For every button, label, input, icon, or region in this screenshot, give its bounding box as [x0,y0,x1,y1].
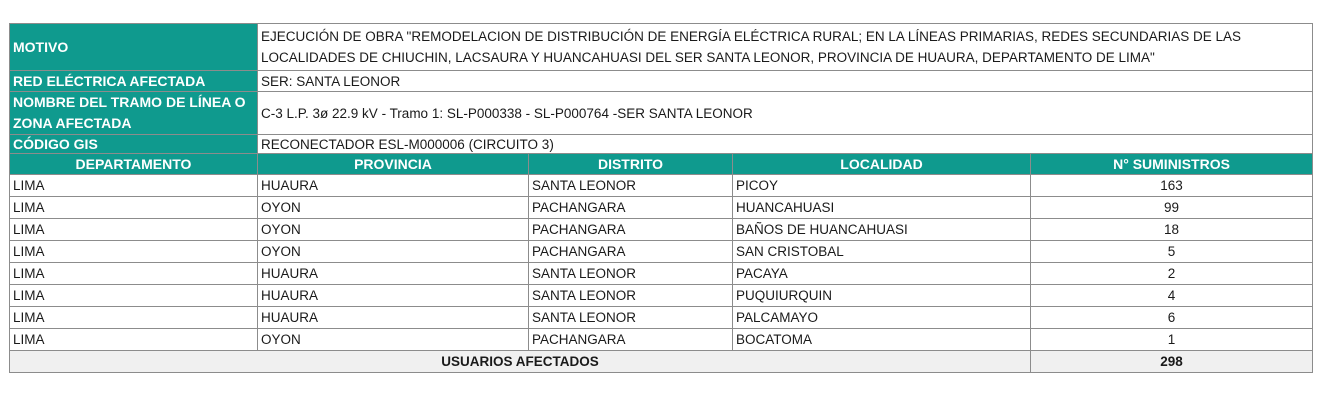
cell-provincia: OYON [258,241,529,263]
red-electrica-label: RED ELÉCTRICA AFECTADA [10,71,258,92]
cell-localidad: BOCATOMA [733,329,1031,351]
cell-suministros: 6 [1031,307,1313,329]
cell-distrito: PACHANGARA [529,219,733,241]
header-suministros: N° SUMINISTROS [1031,154,1313,175]
cell-departamento: LIMA [10,329,258,351]
cell-provincia: OYON [258,219,529,241]
table-row [10,307,1313,329]
cell-suministros: 18 [1031,219,1313,241]
table-row [10,285,1313,307]
cell-localidad: PALCAMAYO [733,307,1031,329]
cell-localidad: SAN CRISTOBAL [733,241,1031,263]
total-label: USUARIOS AFECTADOS [10,351,1031,373]
cell-provincia: HUAURA [258,175,529,197]
table-row [10,329,1313,351]
tramo-label: NOMBRE DEL TRAMO DE LÍNEA O ZONA AFECTADA [10,92,258,135]
cell-localidad: BAÑOS DE HUANCAHUASI [733,219,1031,241]
cell-departamento: LIMA [10,175,258,197]
tramo-value: C-3 L.P. 3ø 22.9 kV - Tramo 1: SL-P000338 - SL-P000764 -SER SANTA LEONOR [258,92,1313,135]
header-distrito: DISTRITO [529,154,733,175]
outage-report-sheet [9,23,1312,373]
cell-provincia: HUAURA [258,285,529,307]
cell-provincia: HUAURA [258,307,529,329]
outage-table [9,23,1313,373]
cell-localidad: PUQUIURQUIN [733,285,1031,307]
cell-departamento: LIMA [10,307,258,329]
motivo-label: MOTIVO [10,24,258,71]
cell-suministros: 1 [1031,329,1313,351]
cell-suministros: 5 [1031,241,1313,263]
cell-departamento: LIMA [10,285,258,307]
cell-departamento: LIMA [10,241,258,263]
motivo-value: EJECUCIÓN DE OBRA "REMODELACION DE DISTRIBUCIÓN DE ENERGÍA ELÉCTRICA RURAL; EN LA LÍNEAS PRIMARIAS, REDES SECUNDARIAS DE LAS LOCALIDADES DE CHIUCHIN, LACSAURA Y HUANCAHUASI DEL SER SANTA LEONOR, PROVINCIA DE HUAURA, DEPARTAMENTO DE LIMA" [258,24,1313,71]
header-provincia: PROVINCIA [258,154,529,175]
codigo-gis-value: RECONECTADOR ESL-M000006 (CIRCUITO 3) [258,135,1313,154]
cell-suministros: 2 [1031,263,1313,285]
red-electrica-value: SER: SANTA LEONOR [258,71,1313,92]
cell-departamento: LIMA [10,197,258,219]
table-row [10,197,1313,219]
cell-distrito: PACHANGARA [529,241,733,263]
cell-suministros: 163 [1031,175,1313,197]
total-row [10,351,1313,373]
header-departamento: DEPARTAMENTO [10,154,258,175]
cell-distrito: PACHANGARA [529,329,733,351]
cell-distrito: SANTA LEONOR [529,307,733,329]
cell-departamento: LIMA [10,219,258,241]
codigo-gis-label: CÓDIGO GIS [10,135,258,154]
cell-localidad: PACAYA [733,263,1031,285]
column-header-row [10,154,1313,175]
cell-distrito: SANTA LEONOR [529,263,733,285]
cell-suministros: 4 [1031,285,1313,307]
cell-distrito: SANTA LEONOR [529,285,733,307]
cell-localidad: HUANCAHUASI [733,197,1031,219]
cell-departamento: LIMA [10,263,258,285]
header-localidad: LOCALIDAD [733,154,1031,175]
cell-localidad: PICOY [733,175,1031,197]
table-row [10,241,1313,263]
total-value: 298 [1031,351,1313,373]
cell-provincia: HUAURA [258,263,529,285]
table-row [10,263,1313,285]
table-row [10,175,1313,197]
table-row [10,219,1313,241]
cell-distrito: PACHANGARA [529,197,733,219]
cell-distrito: SANTA LEONOR [529,175,733,197]
cell-suministros: 99 [1031,197,1313,219]
cell-provincia: OYON [258,197,529,219]
cell-provincia: OYON [258,329,529,351]
